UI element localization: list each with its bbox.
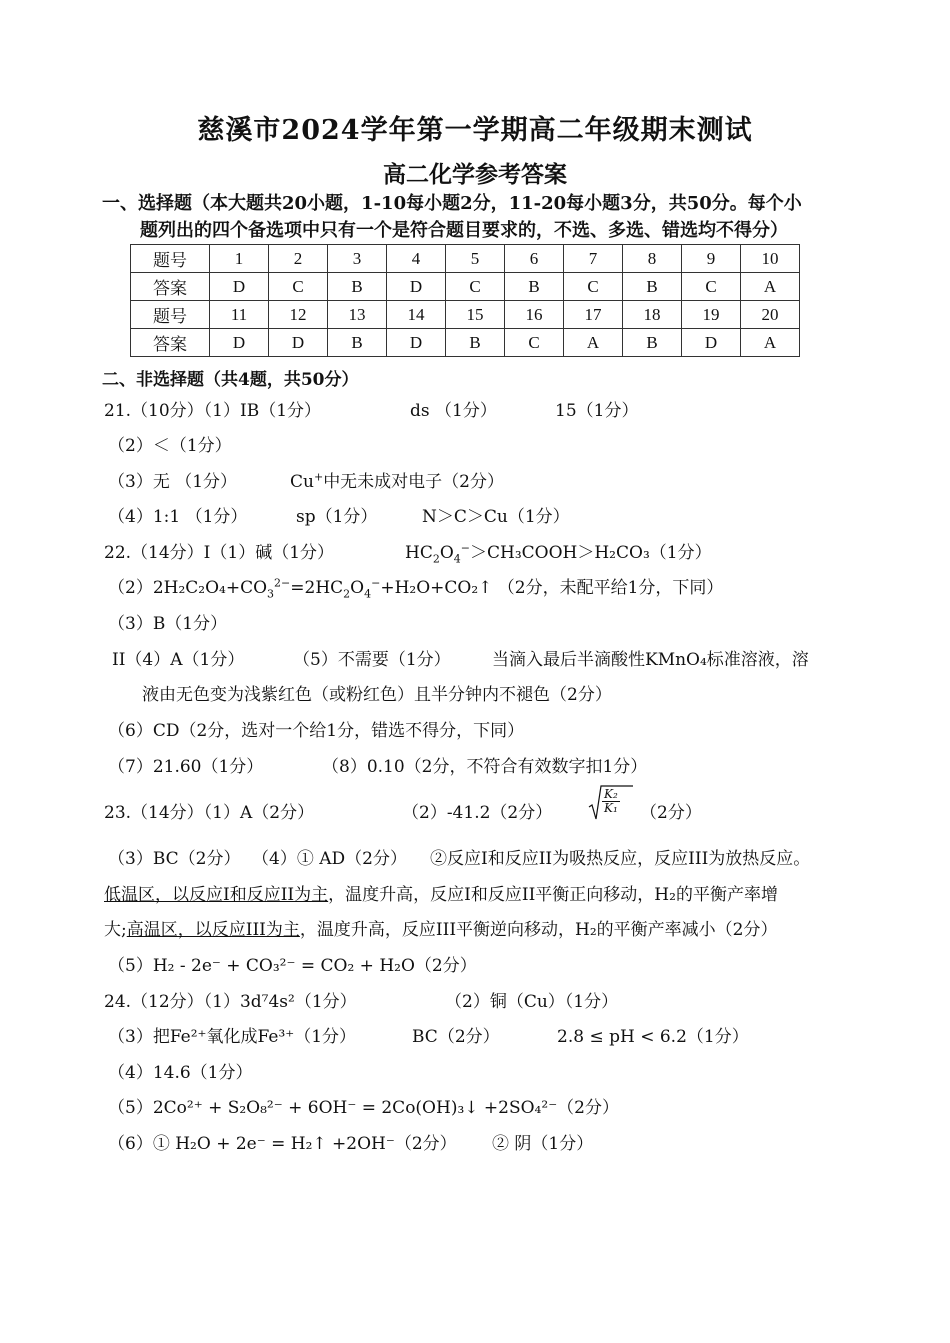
q21-line1c: 15（1分） <box>555 401 639 421</box>
q23-line2b: （4）① AD（2分） <box>252 849 407 869</box>
table-cell: D <box>210 273 269 301</box>
table-row <box>131 245 800 273</box>
cu-charge: + <box>313 470 324 484</box>
q23-line4-underlined: 高温区，以反应III为主 <box>126 920 300 940</box>
table-cell: D <box>387 273 446 301</box>
table-cell: 6 <box>505 245 564 273</box>
table-cell: 3 <box>328 245 387 273</box>
table-cell: 17 <box>564 301 623 329</box>
q22-line4a: II（4）A（1分） <box>112 650 245 670</box>
k2-numerator: K₂ <box>604 787 618 801</box>
q21-line4c: N＞C＞Cu（1分） <box>422 507 570 527</box>
table-cell: 19 <box>682 301 741 329</box>
table-cell: 4 <box>387 245 446 273</box>
section1-line2: 题列出的四个备选项中只有一个是符合题目要求的，不选、多选、错选均不得分） <box>140 220 788 241</box>
table-cell: A <box>741 273 800 301</box>
table-cell: D <box>387 329 446 357</box>
q24-line5a: （6）① H₂O + 2e⁻ = H₂↑ +2OH⁻（2分） <box>108 1134 457 1154</box>
table-cell: C <box>505 329 564 357</box>
sqrt-expression <box>588 788 620 815</box>
table-cell: 18 <box>623 301 682 329</box>
q24-line4: （5）2Co²⁺ + S₂O₈²⁻ + 6OH⁻ = 2Co(OH)₃↓ +2SO₄²⁻（2分） <box>108 1098 619 1118</box>
table-cell: 8 <box>623 245 682 273</box>
q21-line4b: sp（1分） <box>296 507 378 527</box>
table-cell: 10 <box>741 245 800 273</box>
q23-line5: （5）H₂ - 2e⁻ + CO₃²⁻ = CO₂ + H₂O（2分） <box>108 956 477 976</box>
q23-line2c: ②反应I和反应II为吸热反应，反应III为放热反应。 <box>430 849 811 869</box>
q24-line1a: 24.（12分）（1）3d⁷4s²（1分） <box>104 992 357 1012</box>
page-subtitle: 高二化学参考答案 <box>383 161 567 188</box>
table-cell: A <box>564 329 623 357</box>
q21-line3b-rest: 中无未成对电子（2分） <box>323 472 505 492</box>
q23-line4-lead: 大; <box>104 920 127 940</box>
table-cell: 7 <box>564 245 623 273</box>
q24-line2c: 2.8 ≤ pH < 6.2（1分） <box>557 1027 749 1047</box>
q21-line3b <box>290 467 504 492</box>
q24-line5b: ② 阴（1分） <box>492 1134 594 1154</box>
section2-heading: 二、非选择题（共4题，共50分） <box>102 370 359 390</box>
q22-line7b: （8）0.10（2分，不符合有效数字扣1分） <box>322 757 648 777</box>
table-cell: 5 <box>446 245 505 273</box>
table-cell: 20 <box>741 301 800 329</box>
table-cell: D <box>269 329 328 357</box>
q22-line4b: （5）不需要（1分） <box>293 650 451 670</box>
q23-line3-underlined: 低温区，以反应I和反应II为主 <box>104 885 329 905</box>
table-cell: C <box>682 273 741 301</box>
radical-icon <box>588 785 634 821</box>
q22-line1b: $HC_2O_4^->CH_3COOH>H_2CO_3(1$分） <box>405 541 712 566</box>
q23-line3 <box>104 880 778 905</box>
sqrt-sign <box>588 788 620 815</box>
q22-line6: （6）CD（2分，选对一个给1分，错选不得分，下同） <box>108 721 525 741</box>
k1-denominator: K₁ <box>604 801 618 815</box>
q23-line1c: （2分） <box>640 803 702 823</box>
question-label: 题号 <box>131 301 210 329</box>
table-cell: D <box>210 329 269 357</box>
table-cell: C <box>446 273 505 301</box>
q21-line1b: ds （1分） <box>410 401 497 421</box>
table-cell: 12 <box>269 301 328 329</box>
o-text: O <box>439 543 454 563</box>
table-cell: B <box>446 329 505 357</box>
table-row <box>131 329 800 357</box>
cu-text: Cu <box>290 472 314 492</box>
q23-line2a: （3）BC（2分） <box>108 849 241 869</box>
table-cell: 2 <box>269 245 328 273</box>
answer-label: 答案 <box>131 329 210 357</box>
q24-line2b: BC（2分） <box>412 1027 500 1047</box>
q21-line4a: （4）1:1 （1分） <box>108 507 248 527</box>
q22-line4c: 当滴入最后半滴酸性KMnO₄标准溶液，溶 <box>492 650 809 670</box>
q23-line4-rest: ，温度升高，反应III平衡逆向移动，H₂的平衡产率减小（2分） <box>299 920 778 940</box>
question-label: 题号 <box>131 245 210 273</box>
q22-line1a: 22.（14分）I（1）碱（1分） <box>104 543 335 563</box>
q22-line2-post: +H₂O+CO₂↑ （2分，未配平给1分，下同） <box>380 578 724 598</box>
q24-line3: （4）14.6（1分） <box>108 1063 253 1083</box>
table-cell: 15 <box>446 301 505 329</box>
table-row <box>131 273 800 301</box>
q22-line7a: （7）21.60（1分） <box>108 757 264 777</box>
table-cell: B <box>505 273 564 301</box>
table-cell: B <box>623 329 682 357</box>
table-cell: 14 <box>387 301 446 329</box>
q23-line1a: 23.（14分）（1）A（2分） <box>104 803 315 823</box>
q24-line2a: （3）把Fe²⁺氧化成Fe³⁺（1分） <box>108 1027 357 1047</box>
table-cell: B <box>328 273 387 301</box>
table-cell: 9 <box>682 245 741 273</box>
table-cell: C <box>564 273 623 301</box>
q23-line3-rest: ，温度升高，反应I和反应II平衡正向移动，H₂的平衡产率增 <box>328 885 778 905</box>
table-cell: C <box>269 273 328 301</box>
table-cell: B <box>623 273 682 301</box>
q22-line2-pre: （2）2H₂C₂O₄+CO <box>108 578 268 598</box>
q22-line5: 液由无色变为浅紫红色（或粉红色）且半分钟内不褪色（2分） <box>142 685 612 705</box>
table-cell: 13 <box>328 301 387 329</box>
q23-line1b: （2）-41.2（2分） <box>402 803 553 823</box>
section1-line1: 一、选择题（本大题共20小题，1-10每小题2分，11-20每小题3分，共50分。每个小 <box>102 193 802 214</box>
table-cell: 1 <box>210 245 269 273</box>
hc-text: HC <box>405 543 433 563</box>
q21-line1a: 21.（10分）（1）IB（1分） <box>104 401 322 421</box>
answer-table <box>130 244 800 357</box>
q21-line3a: （3）无 （1分） <box>108 472 238 492</box>
q22-line2: $(2)2H_2C_2O_4+CO_3^{2-}=2HC_2O_4^-+H_2O+CO_2↑$ （2分，未配平给1分，下同） <box>108 576 724 601</box>
q22-line2-mid: =2HC <box>290 578 344 598</box>
q22-line2-o: O <box>350 578 365 598</box>
q23-line4 <box>104 915 778 940</box>
table-row <box>131 301 800 329</box>
table-cell: D <box>682 329 741 357</box>
table-cell: B <box>328 329 387 357</box>
q24-line1b: （2）铜（Cu）（1分） <box>445 992 619 1012</box>
section1-heading <box>102 190 862 244</box>
q22-line3: （3）B（1分） <box>108 614 228 634</box>
answer-label: 答案 <box>131 273 210 301</box>
table-cell: 16 <box>505 301 564 329</box>
q21-line2: （2）＜（1分） <box>108 436 232 456</box>
table-cell: 11 <box>210 301 269 329</box>
q22-line1b-rest: ＞CH₃COOH＞H₂CO₃（1分） <box>470 543 712 563</box>
table-cell: A <box>741 329 800 357</box>
page-title: 慈溪市2024学年第一学期高二年级期末测试 <box>197 115 753 146</box>
